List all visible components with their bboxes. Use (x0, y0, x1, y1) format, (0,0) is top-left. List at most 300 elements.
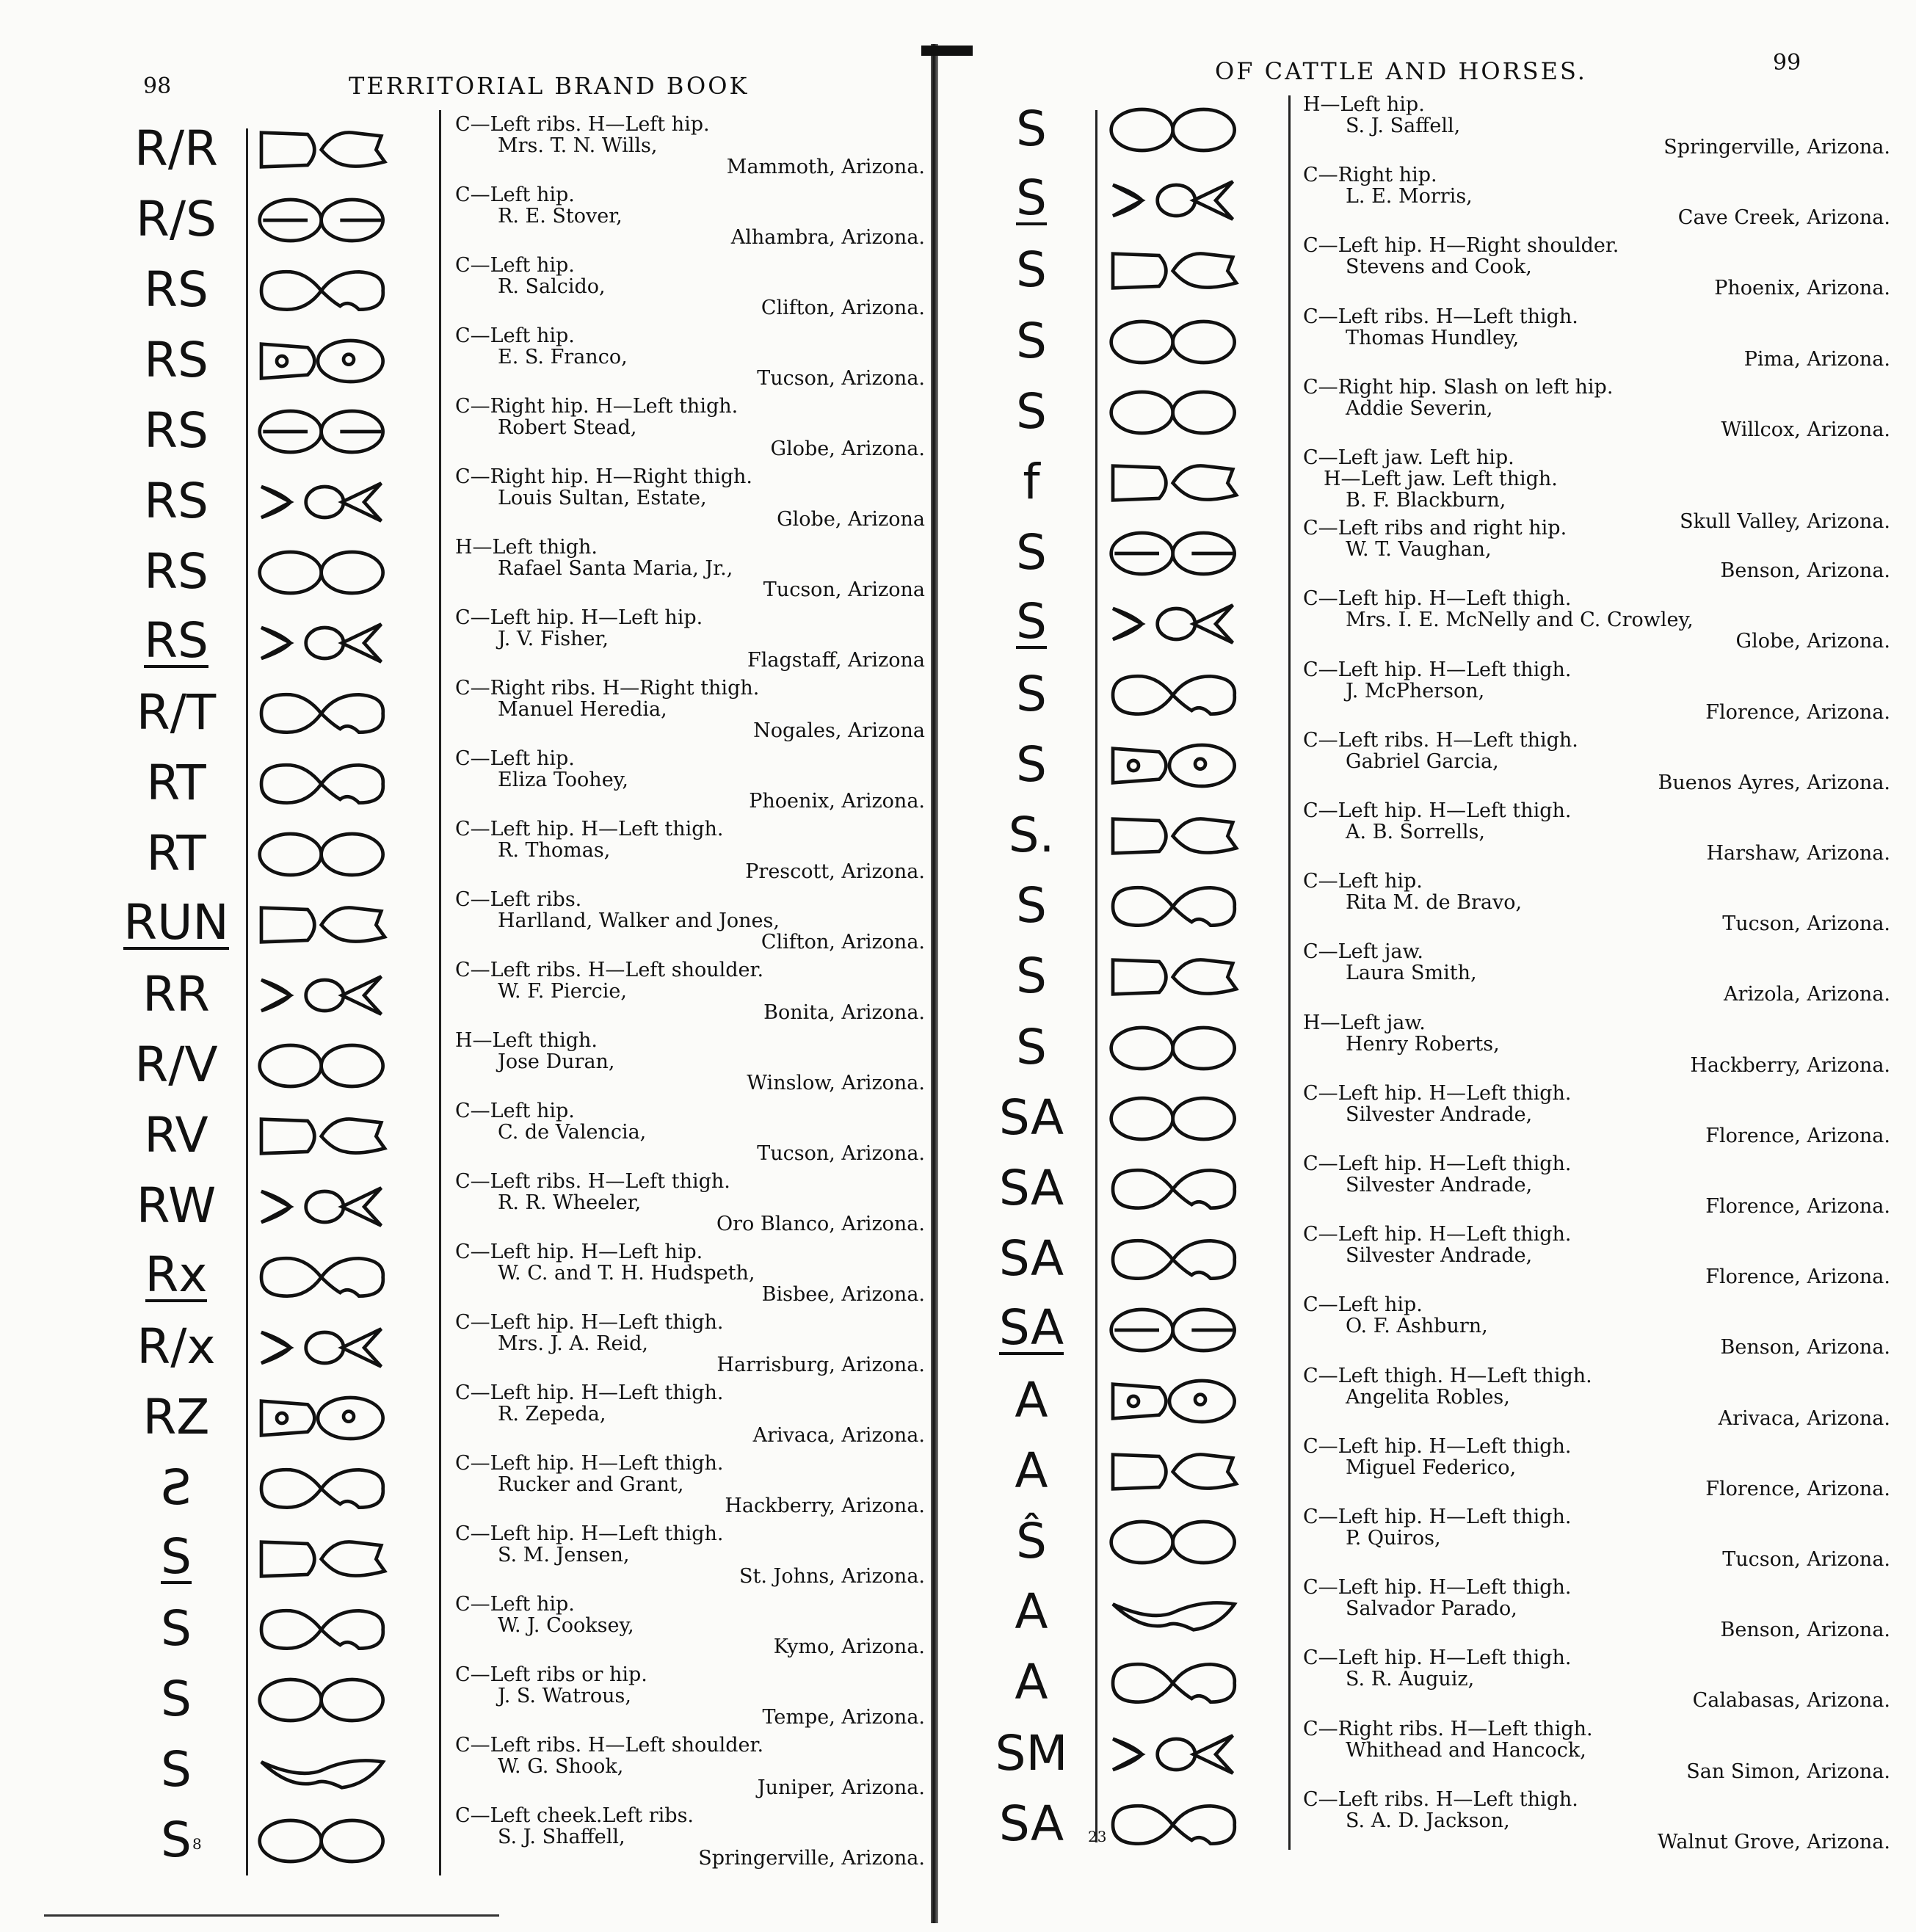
brand-entry (0, 255, 925, 325)
brand-placement: C—Left hip. H—Left thigh. (455, 1381, 724, 1404)
brand-placement: C—Left ribs and right hip. (1303, 517, 1567, 540)
owner-location: Buenos Ayres, Arizona. (1658, 771, 1890, 794)
owner-location: Tucson, Arizona. (1722, 912, 1890, 936)
owner-name: Eliza Toohey, (498, 769, 628, 791)
brand-barred-figure-eight (250, 406, 396, 460)
owner-entry (455, 889, 925, 953)
running-title: TERRITORIAL BRAND BOOK (349, 72, 750, 100)
owner-entry (455, 959, 925, 1023)
owner-location: Springerville, Arizona. (698, 1847, 925, 1870)
owner-name: S. M. Jensen, (498, 1544, 630, 1566)
brand-mark-letters: SA (998, 1089, 1064, 1146)
brand-placement: C—Left cheek.Left ribs. (455, 1804, 694, 1827)
owner-location: Tempe, Arizona. (762, 1706, 925, 1729)
owner-location: Walnut Grove, Arizona. (1657, 1830, 1890, 1853)
brand-entry (954, 800, 1909, 871)
owner-entry (455, 325, 925, 389)
brand-placement: C—Left ribs. (455, 888, 582, 911)
owner-entry (455, 607, 925, 671)
brand-placement: C—Left hip. (1303, 1293, 1423, 1317)
brand-horse-shaped (1101, 810, 1248, 865)
owner-name: O. F. Ashburn, (1346, 1315, 1488, 1338)
owner-name: R. Thomas, (498, 839, 611, 862)
brand-notched-loop (1101, 881, 1248, 935)
brand-placement: C—Left ribs. H—Left hip. (455, 113, 710, 136)
brand-notched-loop (1101, 1799, 1248, 1853)
brand-entry (0, 1594, 925, 1664)
brand-entry (0, 1030, 925, 1100)
brand-placement: C—Right hip. H—Left thigh. (455, 395, 739, 418)
brand-entry (0, 1382, 925, 1453)
owner-entry (455, 818, 925, 882)
brand-placement: H—Left jaw. (1303, 1011, 1426, 1034)
owner-location: Globe, Arizona (777, 508, 925, 531)
brand-entry (0, 1171, 925, 1241)
brand-placement: C—Left hip. (455, 254, 575, 277)
brand-wing (1101, 1587, 1248, 1641)
brand-horse-shaped (250, 1111, 396, 1165)
brand-mark-letters: S (1016, 665, 1047, 722)
brand-barred-figure-eight (1101, 528, 1248, 582)
brand-barred-figure-eight (250, 195, 396, 249)
brand-mark-letters: RW (136, 1177, 217, 1234)
owner-name: Laura Smith, (1346, 962, 1477, 985)
owner-name: J. McPherson, (1346, 679, 1485, 702)
brand-mark-letters: Ŝ (1016, 1513, 1047, 1569)
brand-entry (0, 114, 925, 184)
owner-name: S. R. Auguiz, (1346, 1668, 1475, 1691)
owner-entry (455, 678, 925, 741)
brand-placement: C—Left hip. H—Left thigh. (1303, 1081, 1572, 1105)
brand-entry (954, 1153, 1909, 1224)
brand-mark-letters: S (1016, 382, 1047, 440)
brand-entry (0, 1735, 925, 1805)
owner-location: Flagstaff, Arizona (747, 649, 925, 672)
brand-mark-letters: RS (144, 473, 208, 529)
brand-placement: C—Left hip. H—Left thigh. (1303, 1223, 1572, 1246)
owner-name: P. Quiros, (1346, 1527, 1441, 1550)
brand-notched-loop (250, 688, 396, 742)
book-gutter (931, 44, 938, 1923)
owner-location: Cave Creek, Arizona. (1677, 206, 1890, 230)
brand-swallowtail (1101, 598, 1248, 653)
running-title: OF CATTLE AND HORSES. (1215, 57, 1587, 85)
owner-location: Benson, Arizona. (1720, 1336, 1890, 1359)
brand-mark-letters: SA (998, 1160, 1064, 1216)
owner-name: R. Zepeda, (498, 1403, 606, 1426)
brand-mark-letters: S (161, 1812, 192, 1868)
owner-entry (455, 466, 925, 530)
owner-location: Mammoth, Arizona. (726, 156, 925, 178)
brand-entry (0, 818, 925, 889)
brand-wing (250, 1745, 396, 1799)
brand-swallowtail (1101, 1729, 1248, 1783)
brand-dotted-loop (250, 1392, 396, 1447)
owner-name: Manuel Heredia, (498, 698, 667, 721)
brand-placement: C—Left hip. (455, 747, 575, 770)
brand-entry (954, 306, 1909, 377)
owner-entry (455, 1594, 925, 1657)
owner-name: E. S. Franco, (498, 346, 628, 368)
brand-mark-letters: S (161, 1741, 192, 1798)
brand-entry (954, 1294, 1909, 1365)
brand-placement: C—Left hip. H—Right shoulder. (1303, 234, 1619, 258)
brand-notched-loop (250, 1463, 396, 1517)
owner-location: Hackberry, Arizona. (725, 1495, 925, 1517)
brand-placement: C—Left hip. H—Left thigh. (455, 1311, 724, 1334)
owner-entry (455, 1805, 925, 1869)
brand-mark-letters: S (161, 1671, 192, 1727)
owner-name: Henry Roberts, (1346, 1032, 1500, 1056)
brand-mark-letters: SM (995, 1724, 1068, 1782)
brand-mark-letters: S (1016, 170, 1047, 227)
owner-name: Gabriel Garcia, (1346, 749, 1499, 773)
owner-location: Prescott, Arizona. (745, 860, 925, 883)
brand-mark-letters: A (1015, 1583, 1048, 1641)
owner-name: Angelita Robles, (1346, 1385, 1510, 1409)
owner-entry (1303, 1224, 1890, 1288)
brand-placement: C—Left hip. H—Left thigh. (455, 818, 724, 840)
brand-swallowtail (250, 970, 396, 1024)
owner-name: A. B. Sorrells, (1346, 821, 1485, 843)
brand-placement: C—Left hip. H—Left thigh. (1303, 1646, 1572, 1670)
page-number: 98 (143, 73, 172, 99)
owner-name: Thomas Hundley, (1346, 326, 1520, 349)
brand-notched-loop (1101, 1163, 1248, 1218)
right-page (954, 0, 1916, 1932)
owner-entry (455, 1241, 925, 1305)
owner-entry (1303, 1294, 1890, 1358)
owner-name: Louis Sultan, Estate, (498, 487, 707, 509)
brand-mark-letters: RS (144, 402, 208, 459)
owner-name: Stevens and Cook, (1346, 255, 1532, 279)
brand-mark-letters: R/S (136, 191, 217, 247)
owner-name: Robert Stead, (498, 416, 637, 439)
owner-location: Florence, Arizona. (1705, 1195, 1890, 1218)
brand-notched-loop (250, 265, 396, 319)
brand-placement: C—Left hip. (455, 324, 575, 347)
owner-location: Clifton, Arizona. (761, 931, 925, 954)
owner-name: C. de Valencia, (498, 1121, 647, 1144)
brand-mark-letters: R/R (134, 120, 218, 177)
owner-name: Rita M. de Bravo, (1346, 891, 1523, 915)
brand-notched-loop (1101, 1657, 1248, 1712)
brand-figure-eight (250, 1674, 396, 1729)
brand-entry (954, 1365, 1909, 1436)
brand-horse-shaped (250, 124, 396, 178)
owner-location: Phoenix, Arizona. (749, 790, 925, 813)
owner-location: Juniper, Arizona. (757, 1776, 925, 1799)
brand-placement: C—Left hip. H—Left thigh. (1303, 587, 1572, 611)
owner-location: Arizola, Arizona. (1723, 983, 1890, 1006)
brand-mark-letters: SA (998, 1795, 1064, 1852)
brand-placement: C—Left hip. H—Left hip. (455, 606, 703, 629)
brand-entry (954, 1436, 1909, 1506)
owner-location: Florence, Arizona. (1705, 700, 1890, 724)
brand-mark-letters: RZ (142, 1389, 210, 1445)
brand-horse-shaped (1101, 1446, 1248, 1500)
owner-entry (1303, 941, 1890, 1005)
owner-name: B. F. Blackburn, (1346, 489, 1506, 512)
owner-entry (455, 1453, 925, 1517)
owner-entry (1303, 1153, 1890, 1217)
brand-horse-shaped (250, 899, 396, 954)
brand-mark-letters: S (1016, 1018, 1047, 1075)
brand-entry (954, 1647, 1909, 1718)
brand-mark-letters: S (1016, 593, 1047, 650)
owner-entry (455, 537, 925, 600)
brand-horse-shaped (1101, 245, 1248, 299)
owner-location: Florence, Arizona. (1705, 1477, 1890, 1500)
brand-figure-eight (250, 829, 396, 883)
brand-entry (954, 1718, 1909, 1789)
brand-mark-letters: A (1015, 1371, 1048, 1428)
brand-entry (0, 607, 925, 678)
brand-placement: C—Left ribs or hip. (455, 1663, 647, 1686)
brand-figure-eight (250, 547, 396, 601)
brand-mark-letters: S (1016, 877, 1047, 934)
page-number: 99 (1773, 50, 1801, 76)
brand-mark-letters: RV (144, 1107, 208, 1163)
owner-entry (1303, 94, 1890, 158)
brand-placement: C—Left hip. H—Left thigh. (1303, 1434, 1572, 1458)
owner-entry (455, 1382, 925, 1446)
owner-location: Clifton, Arizona. (761, 297, 925, 319)
owner-location: St. Johns, Arizona. (739, 1565, 925, 1588)
owner-entry (1303, 306, 1890, 370)
brand-entry (954, 94, 1909, 164)
brand-placement: C—Right ribs. H—Left thigh. (1303, 1717, 1593, 1740)
owner-location: Pima, Arizona. (1743, 347, 1890, 371)
brand-placement: C—Left ribs. H—Left thigh. (1303, 728, 1578, 752)
brand-placement: C—Right hip. (1303, 164, 1437, 187)
brand-mark-letters: S (1016, 101, 1047, 157)
brand-placement: C—Left hip. H—Left thigh. (1303, 658, 1572, 681)
brand-entry (0, 184, 925, 255)
brand-entry (954, 1506, 1909, 1577)
owner-entry (1303, 377, 1890, 440)
owner-name: Mrs. I. E. McNelly and C. Crowley, (1346, 609, 1694, 632)
brand-mark-letters: S (1016, 242, 1047, 299)
bottom-rule (44, 1914, 499, 1917)
brand-entry (954, 730, 1909, 800)
brand-dotted-loop (1101, 740, 1248, 794)
owner-name: R. Salcido, (498, 275, 606, 298)
brand-mark-letters: RT (146, 825, 206, 882)
brand-placement: C—Left ribs. H—Left thigh. (455, 1170, 730, 1193)
owner-entry (1303, 1647, 1890, 1711)
owner-name: S. A. D. Jackson, (1346, 1809, 1510, 1832)
brand-mark-letters: A (1015, 1654, 1048, 1711)
brand-entry (0, 537, 925, 607)
brand-entry (0, 1241, 925, 1312)
brand-dotted-loop (1101, 1376, 1248, 1430)
brand-figure-eight (1101, 1517, 1248, 1571)
owner-location: Arivaca, Arizona. (752, 1424, 925, 1447)
owner-entry (1303, 518, 1890, 581)
brand-mark-letters: S. (1008, 807, 1055, 863)
owner-name: Silvester Andrade, (1346, 1244, 1533, 1268)
brand-entry (954, 235, 1909, 305)
owner-name: Silvester Andrade, (1346, 1103, 1533, 1126)
owner-location: Arivaca, Arizona. (1718, 1406, 1890, 1430)
owner-entry (1303, 1718, 1890, 1782)
brand-entry (0, 1805, 925, 1875)
brand-notched-loop (250, 1252, 396, 1306)
owner-name: S. J. Shaffell, (498, 1826, 625, 1848)
owner-location: Willcox, Arizona. (1721, 418, 1890, 441)
brand-figure-eight (1101, 387, 1248, 441)
brand-placement: C—Right ribs. H—Right thigh. (455, 677, 760, 700)
brand-entry (0, 1523, 925, 1594)
owner-entry (455, 255, 925, 319)
owner-name: J. S. Watrous, (498, 1685, 631, 1707)
owner-location: Florence, Arizona. (1705, 1124, 1890, 1147)
owner-location: Tucson, Arizona. (757, 1142, 925, 1165)
brand-placement: H—Left thigh. (455, 1029, 598, 1052)
brand-placement: H—Left hip. (1303, 93, 1425, 116)
brand-entry (0, 889, 925, 959)
brand-mark-letters: S (1016, 312, 1047, 369)
owner-entry (1303, 1506, 1890, 1570)
owner-location: Springerville, Arizona. (1663, 136, 1890, 159)
owner-location: Phoenix, Arizona. (1714, 277, 1890, 300)
brand-entry (0, 1664, 925, 1735)
owner-entry (455, 1171, 925, 1235)
owner-location: Tucson, Arizona (763, 578, 925, 601)
brand-mark-letters: R/V (134, 1036, 218, 1093)
brand-figure-eight (250, 1815, 396, 1870)
owner-name: W. F. Piercie, (498, 980, 627, 1003)
brand-placement: C—Left ribs. H—Left thigh. (1303, 1787, 1578, 1811)
brand-notched-loop (1101, 1234, 1248, 1288)
owner-entry (455, 748, 925, 812)
brand-placement: C—Right hip. H—Right thigh. (455, 465, 752, 488)
owner-name: W. J. Cooksey, (498, 1614, 634, 1637)
brand-mark-letters: S (1016, 736, 1047, 793)
owner-name: Rafael Santa Maria, Jr., (498, 557, 733, 580)
brand-entry (0, 1100, 925, 1171)
owner-location: Kymo, Arizona. (773, 1635, 925, 1658)
brand-entry (0, 466, 925, 537)
brand-figure-eight (1101, 316, 1248, 371)
brand-entry (0, 325, 925, 396)
owner-name: Salvador Parado, (1346, 1597, 1517, 1621)
brand-placement: C—Left hip. H—Left thigh. (1303, 799, 1572, 822)
brand-entry (0, 959, 925, 1030)
brand-mark-letters: S (161, 1528, 192, 1585)
owner-location: Hackberry, Arizona. (1690, 1053, 1890, 1077)
brand-mark-letters: SA (998, 1230, 1064, 1288)
owner-entry (1303, 871, 1890, 934)
owner-location: Harshaw, Arizona. (1706, 842, 1890, 865)
brand-mark-letters: A (1015, 1442, 1048, 1499)
owner-name: S. J. Saffell, (1346, 115, 1461, 137)
owner-location: Globe, Arizona. (1735, 630, 1890, 653)
brand-placement: H—Left thigh. (455, 536, 598, 559)
brand-swallowtail (250, 476, 396, 531)
owner-location: Harrisburg, Arizona. (716, 1354, 925, 1376)
brand-entry (954, 1789, 1909, 1859)
brand-entry (954, 1012, 1909, 1083)
owner-entry (1303, 659, 1890, 723)
brand-notched-loop (250, 758, 396, 813)
brand-mark-letters: R/x (137, 1318, 216, 1375)
footnote-mark: 8 (192, 1835, 202, 1853)
owner-location: Winslow, Arizona. (747, 1072, 925, 1094)
owner-location: Skull Valley, Arizona. (1680, 510, 1890, 533)
brand-dotted-loop (250, 335, 396, 390)
owner-name: L. E. Morris, (1346, 185, 1473, 208)
owner-entry (455, 1100, 925, 1164)
brand-placement: C—Left jaw. (1303, 940, 1423, 964)
brand-entry (0, 1312, 925, 1382)
owner-location: Nogales, Arizona (753, 719, 925, 742)
brand-mark-letters: RT (146, 755, 206, 811)
brand-mark-letters: S (161, 1600, 192, 1657)
owner-name: W. G. Shook, (498, 1755, 624, 1778)
owner-entry (455, 184, 925, 248)
brand-placement: C—Left hip. (1303, 870, 1423, 893)
owner-entry (455, 1664, 925, 1728)
owner-name: R. R. Wheeler, (498, 1191, 642, 1214)
owner-location: Tucson, Arizona. (757, 367, 925, 390)
owner-entry (1303, 1012, 1890, 1076)
brand-placement: H—Left jaw. Left thigh. (1324, 468, 1558, 490)
owner-entry (455, 1735, 925, 1798)
brand-entry (954, 518, 1909, 588)
brand-mark-letters: RS (144, 612, 208, 669)
owner-location: Bonita, Arizona. (763, 1001, 925, 1024)
owner-name: Miguel Federico, (1346, 1456, 1517, 1479)
owner-name: Addie Severin, (1346, 396, 1493, 420)
brand-entry (954, 164, 1909, 235)
brand-swallowtail (250, 1181, 396, 1235)
brand-mark-letters: Rx (145, 1246, 208, 1303)
owner-name: Jose Duran, (498, 1050, 615, 1073)
brand-notched-loop (1101, 669, 1248, 724)
owner-location: Tucson, Arizona. (1722, 1548, 1890, 1571)
brand-placement: C—Left hip. H—Left thigh. (455, 1452, 724, 1475)
owner-name: Harlland, Walker and Jones, (498, 909, 780, 932)
brand-notched-loop (250, 1604, 396, 1658)
brand-figure-eight (1101, 1023, 1248, 1077)
owner-name: Mrs. T. N. Wills, (498, 134, 658, 157)
owner-name: Whithead and Hancock, (1346, 1738, 1586, 1762)
brand-mark-letters: RS (144, 332, 208, 388)
owner-entry (455, 114, 925, 178)
owner-entry (455, 396, 925, 460)
owner-entry (1303, 235, 1890, 299)
brand-mark-letters: f (1023, 454, 1040, 510)
brand-placement: C—Left hip. H—Left hip. (455, 1241, 703, 1263)
brand-entry (954, 1577, 1909, 1647)
brand-mark-letters: RUN (123, 894, 229, 951)
brand-placement: C—Left jaw. Left hip. (1303, 446, 1514, 469)
brand-placement: C—Left hip. H—Left thigh. (1303, 1506, 1572, 1528)
brand-placement: C—Left hip. (455, 1593, 575, 1616)
owner-name: Silvester Andrade, (1346, 1174, 1533, 1196)
brand-placement: C—Left hip. (455, 1100, 575, 1122)
brand-entry (0, 748, 925, 818)
owner-entry (455, 1312, 925, 1376)
owner-entry (1303, 588, 1890, 652)
owner-location: Benson, Arizona. (1720, 1619, 1890, 1642)
brand-mark-letters: RS (144, 543, 208, 600)
brand-entry (954, 588, 1909, 658)
brand-placement: C—Left hip. H—Left thigh. (455, 1522, 724, 1545)
brand-swallowtail (1101, 175, 1248, 229)
